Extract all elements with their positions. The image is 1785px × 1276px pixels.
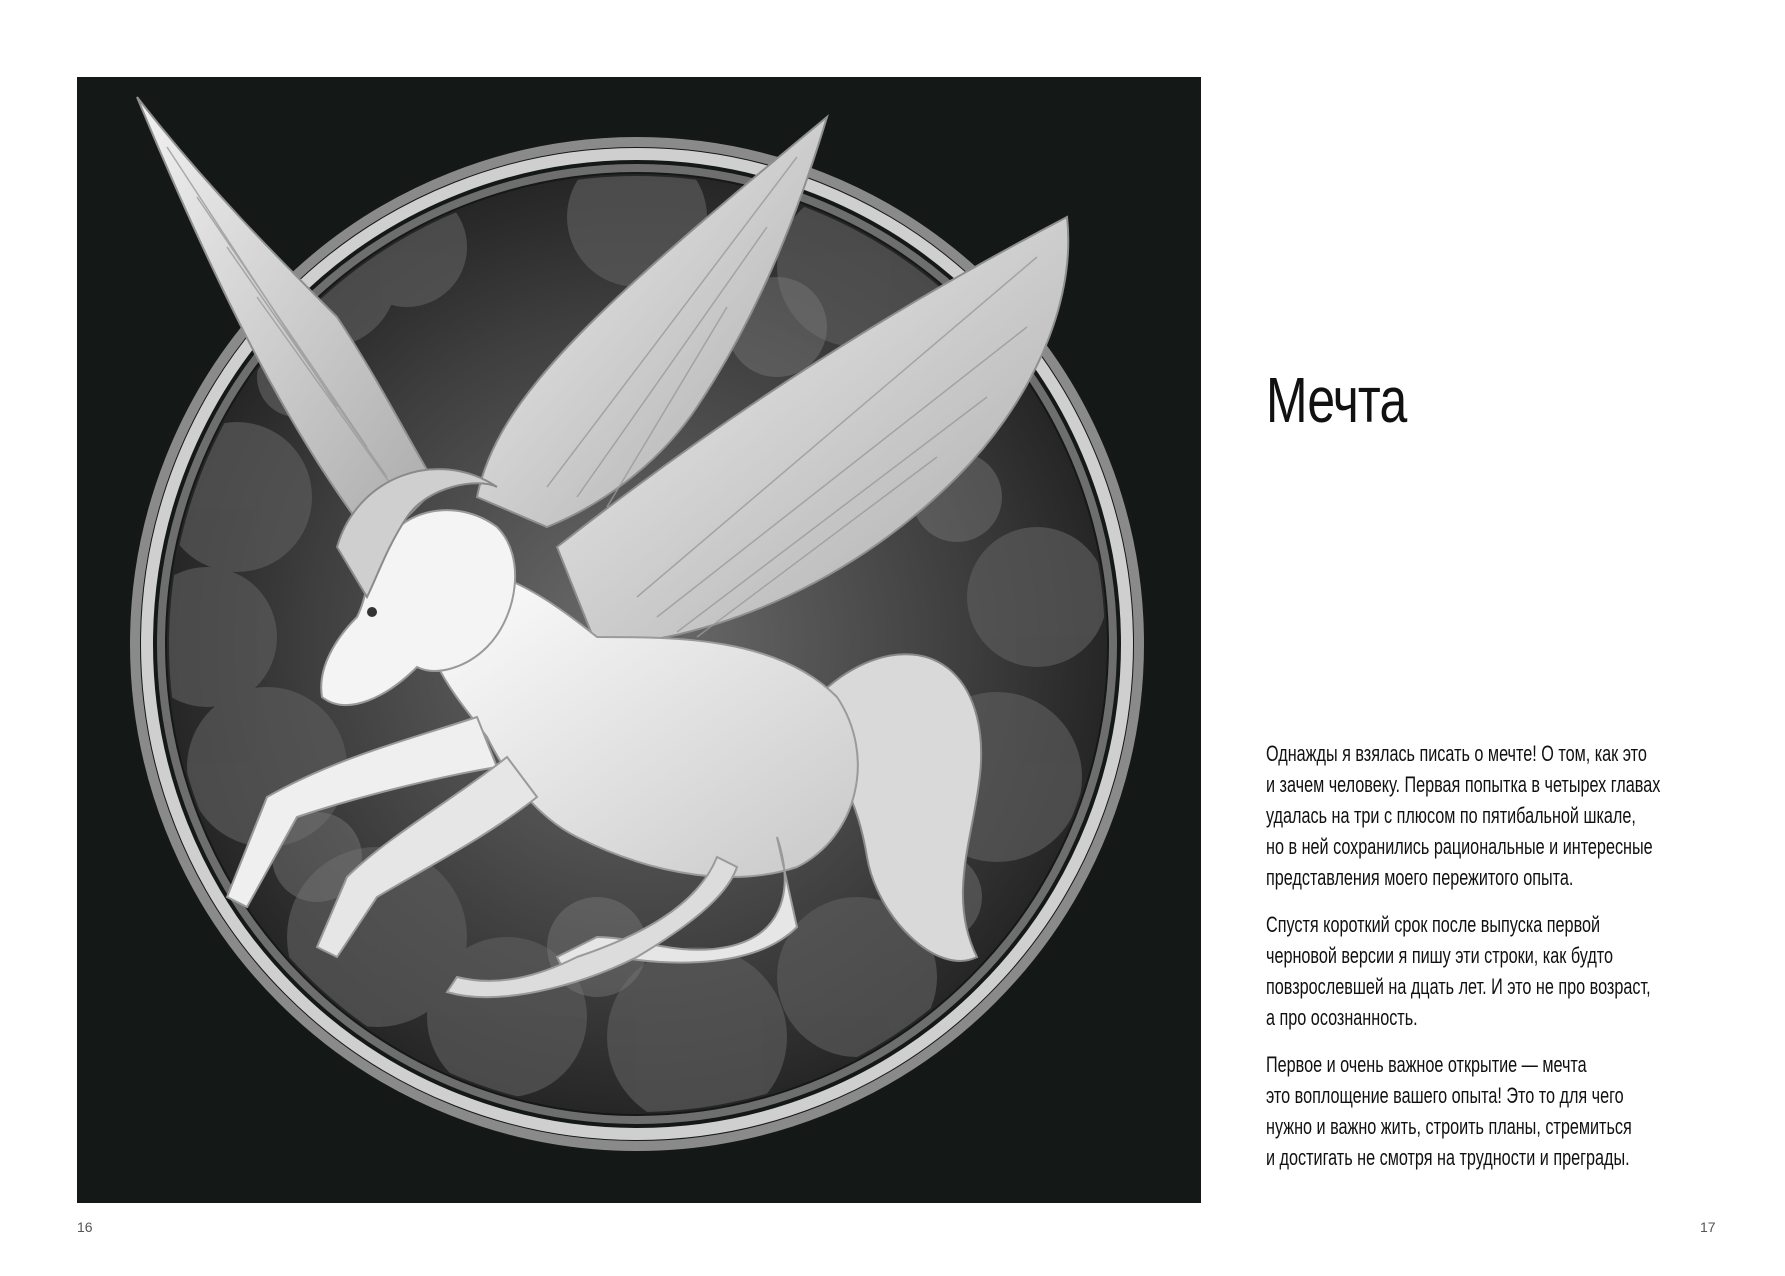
text-line: Однажды я взялась писать о мечте! О том, как это xyxy=(1266,741,1647,766)
pegasus-illustration xyxy=(77,77,1201,1203)
text-line: нужно и важно жить, строить планы, стремиться xyxy=(1266,1114,1632,1139)
text-line: удалась на три с плюсом по пятибальной шкале, xyxy=(1266,803,1636,828)
paragraph-1 xyxy=(1266,738,1712,893)
text-line: и достигать не смотря на трудности и преграды. xyxy=(1266,1145,1630,1170)
text-line: это воплощение вашего опыта! Это то для чего xyxy=(1266,1083,1624,1108)
text-line: а про осознанность. xyxy=(1266,1005,1418,1030)
page-number-left: 16 xyxy=(77,1219,93,1235)
body-text xyxy=(1266,738,1712,1189)
page-number-right: 17 xyxy=(1700,1219,1716,1235)
text-line: но в ней сохранились рациональные и интересные xyxy=(1266,834,1653,859)
text-line: Первое и очень важное открытие — мечта xyxy=(1266,1052,1587,1077)
text-line: представления моего пережитого опыта. xyxy=(1266,865,1574,890)
text-line: Спустя короткий срок после выпуска первой xyxy=(1266,912,1601,937)
text-line: повзрослевшей на дцать лет. И это не про возраст, xyxy=(1266,974,1651,999)
chapter-title: Мечта xyxy=(1266,364,1407,436)
horse-eye xyxy=(367,607,377,617)
text-line: и зачем человеку. Первая попытка в четырех главах xyxy=(1266,772,1661,797)
paragraph-2 xyxy=(1266,909,1712,1033)
text-line: черновой версии я пишу эти строки, как будто xyxy=(1266,943,1614,968)
paragraph-3 xyxy=(1266,1049,1712,1173)
